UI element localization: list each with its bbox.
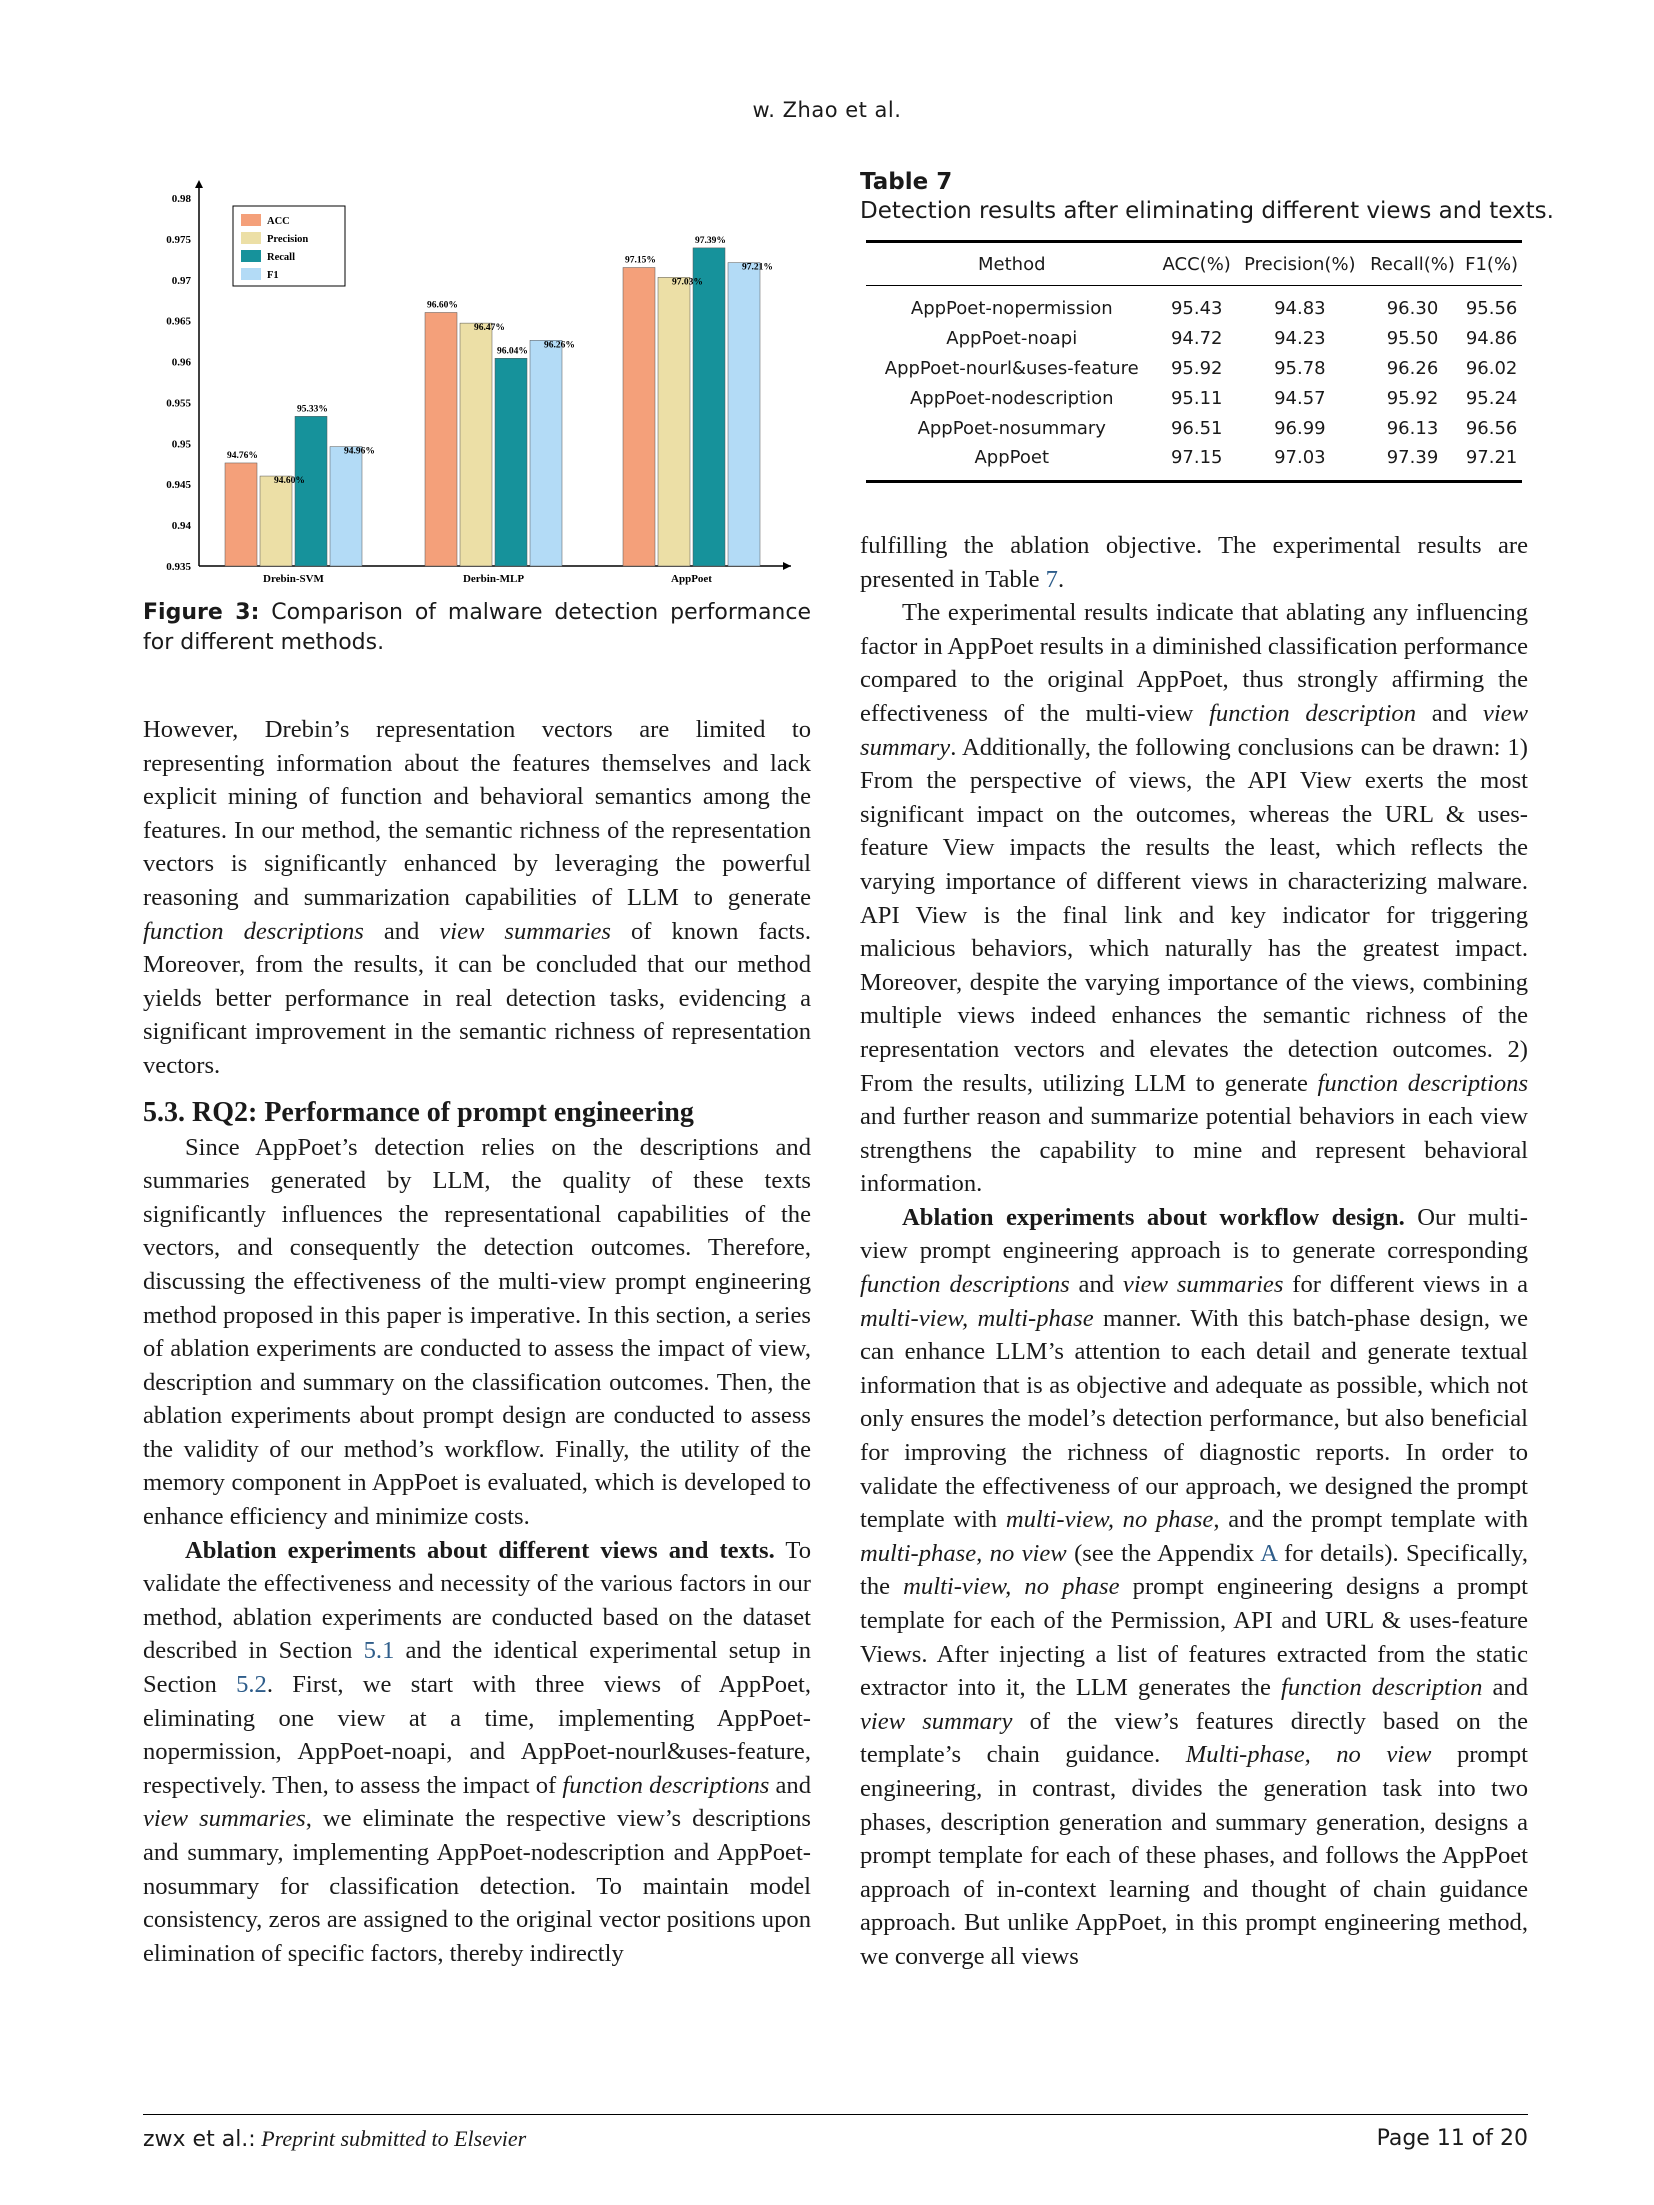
data-label: 96.60% [427, 300, 458, 311]
bar-f1-derbin-mlp [530, 340, 562, 566]
y-tick-label: 0.945 [166, 479, 191, 492]
data-label: 96.26% [544, 340, 575, 351]
table-row [866, 414, 1522, 444]
table-cell: AppPoet-noapi [946, 328, 1078, 349]
left-paragraph-2: Since AppPoet’s detection relies on the descriptions and summaries generated by LLM, the quality of these texts significantly influences the representational capabilities of the vectors, and consequently the detection outcomes. Therefore, discussing the effectiveness of the multi-view prompt engineering method proposed in this paper is imperative. In this section, a series of ablation experiments are conducted to assess the impact of view, description and summary on the classification outcomes. Then, the ablation experiments about prompt design are conducted to assess the validity of our method’s workflow. Finally, the utility of the memory component in AppPoet is evaluated, which is developed to enhance efficiency and minimize costs. [143, 1133, 811, 1531]
table-cell: 95.50 [1386, 328, 1439, 349]
table-cell: 96.02 [1465, 358, 1518, 379]
right-column [860, 529, 1528, 1974]
legend-label: ACC [267, 216, 290, 227]
table-cell: 94.83 [1274, 298, 1326, 320]
table-cell: 96.26 [1386, 358, 1439, 379]
section-heading: 5.3. RQ2: Performance of prompt engineering [143, 1096, 694, 1128]
table-cell: AppPoet-nosummary [917, 418, 1106, 439]
running-header: w. Zhao et al. [752, 98, 902, 122]
figure-caption-text: Comparison of malware detection performance for different methods. [143, 600, 811, 655]
table-row [866, 286, 1522, 324]
bar-acc-drebin-svm [225, 463, 257, 566]
table-row [866, 384, 1522, 414]
figure-caption-label: Figure 3: [143, 600, 260, 625]
table-label: Table 7 [860, 169, 953, 195]
table-title-block [860, 168, 1554, 226]
y-tick-label: 0.97 [171, 274, 191, 287]
bar-precision-derbin-mlp [460, 323, 492, 566]
table-cell: AppPoet [974, 447, 1050, 469]
table-cell: 96.51 [1170, 418, 1223, 439]
footer-divider [143, 2114, 1528, 2115]
bar-acc-derbin-mlp [425, 312, 457, 566]
right-paragraph-1: fulfilling the ablation objective. The experimental results are presented in Table 7. [860, 532, 1528, 593]
table-cell: 95.43 [1170, 298, 1223, 320]
legend-label: F1 [267, 270, 279, 281]
table-header-cell: ACC(%) [1162, 253, 1231, 275]
table-cell: 97.39 [1386, 447, 1439, 469]
data-label: 94.96% [344, 446, 375, 457]
performance-bar-chart [143, 170, 811, 590]
bar-f1-drebin-svm [330, 447, 362, 566]
y-tick-label: 0.955 [166, 397, 191, 410]
data-label: 96.47% [474, 323, 505, 334]
x-category-label: AppPoet [671, 573, 712, 585]
y-tick-label: 0.95 [171, 438, 191, 451]
table-cell: AppPoet-nopermission [910, 298, 1113, 320]
bar-acc-apppoet [623, 268, 655, 566]
table-title: Detection results after eliminating different views and texts. [860, 198, 1554, 224]
table-cell: 94.86 [1465, 328, 1518, 349]
data-label: 97.21% [742, 262, 773, 273]
legend-swatch [241, 214, 261, 226]
table-cell: 97.15 [1170, 447, 1223, 469]
data-label: 95.33% [297, 404, 328, 415]
table-cell: 97.21 [1465, 447, 1518, 469]
bar-recall-apppoet [693, 248, 725, 566]
table-cell: AppPoet-nodescription [909, 388, 1114, 409]
y-tick-label: 0.96 [171, 356, 191, 369]
table-cell: 96.30 [1386, 298, 1439, 320]
bar-precision-drebin-svm [260, 476, 292, 566]
table-cell: 95.92 [1170, 358, 1223, 379]
left-paragraph-3: Ablation experiments about different views and texts. To validate the effectiveness and necessity of the various factors in our method, ablation experiments are conducted based on the dataset described in Section 5.1 and the identical experimental setup in Section 5.2. First, we start with three views of AppPoet, eliminating one view at a time, implementing AppPoet-nopermission, AppPoet-noapi, and AppPoet-nourl&uses-feature, respectively. Then, to assess the impact of function descriptions and view summaries, we eliminate the respective view’s descriptions and summary, implementing AppPoet-nodescription and AppPoet-nosummary for classification detection. To maintain model consistency, zeros are assigned to the original vector positions upon elimination of specific factors, thereby indirectly [143, 1536, 812, 1967]
footer-left: zwx et al.: Preprint submitted to Elsevier [143, 2126, 527, 2152]
table-cell: 97.03 [1274, 447, 1326, 469]
table-cell: 94.57 [1274, 388, 1326, 409]
y-tick-label: 0.94 [171, 520, 191, 533]
data-label: 94.60% [274, 476, 305, 487]
page-number: Page 11 of 20 [1376, 2126, 1528, 2151]
section-link-5-2[interactable]: 5.2 [236, 1671, 267, 1699]
results-table [866, 240, 1522, 483]
legend-label: Recall [267, 252, 295, 263]
bar-precision-apppoet [658, 277, 690, 566]
left-paragraph-1: However, Drebin’s representation vectors are limited to representing information about the features themselves and lack explicit mining of function and behavioral semantics among the features. In our method, the semantic richness of the representation vectors is significantly enhanced by leveraging the powerful reasoning and summarization capabilities of LLM to generate function descriptions and view summaries of known facts. Moreover, from the results, it can be concluded that our method yields better performance in real detection tasks, evidencing a significant improvement in the semantic richness of representation vectors. [143, 716, 811, 1079]
legend-swatch [241, 268, 261, 280]
x-category-label: Derbin-MLP [462, 573, 525, 585]
data-label: 94.76% [227, 450, 258, 461]
table-cell: AppPoet-nourl&uses-feature [884, 358, 1139, 379]
chart-legend [233, 206, 345, 286]
x-category-label: Drebin-SVM [263, 573, 324, 585]
table-row [866, 444, 1522, 482]
left-column [143, 713, 811, 1970]
data-label: 97.39% [695, 235, 726, 246]
y-axis-arrow [195, 180, 203, 188]
table-cell: 96.13 [1386, 418, 1439, 439]
legend-label: Precision [267, 234, 309, 245]
data-label: 97.03% [672, 277, 703, 288]
data-label: 96.04% [497, 346, 528, 357]
table-header-row [866, 242, 1522, 286]
y-tick-label: 0.965 [166, 315, 191, 328]
table-cell: 95.11 [1170, 388, 1223, 409]
right-paragraph-3: Ablation experiments about workflow design. Our multi-view prompt engineering approach is to generate corresponding function descriptions and view summaries for different views in a multi-view, multi-phase manner. With this batch-phase design, we can enhance LLM’s attention to each detail and generate textual information that is as objective and adequate as possible, which not only ensures the model’s detection performance, but also beneficial for improving the richness of diagnostic reports. In order to validate the effectiveness of our approach, we designed the prompt template with multi-view, no phase, and the prompt template with multi-phase, no view (see the Appendix A for details). Specifically, the multi-view, no phase prompt engineering designs a prompt template for each of the Permission, API and URL & uses-feature Views. After injecting a list of features extracted from the static extractor into it, the LLM generates the function description and view summary of the view’s features directly based on the template’s chain guidance. Multi-phase, no view prompt engineering, in contrast, divides the generation task into two phases, description generation and summary generation, designs a prompt template for each of these phases, and follows the AppPoet approach of in-context learning and thought of chain guidance approach. But unlike AppPoet, in this prompt engineering method, we converge all views [860, 1203, 1529, 1970]
bar-recall-derbin-mlp [495, 358, 527, 566]
table-cell: 95.78 [1274, 358, 1326, 379]
table-header-cell: Precision(%) [1244, 253, 1356, 275]
appendix-link-a[interactable]: A [1260, 1539, 1277, 1567]
right-paragraph-2: The experimental results indicate that ablating any influencing factor in AppPoet results in a diminished classification performance compared to the original AppPoet, thus strongly affirming the effectiveness of the multi-view function description and view summary. Additionally, the following conclusions can be drawn: 1) From the perspective of views, the API View exerts the most significant impact on the outcomes, whereas the URL & uses-feature View impacts the results the least, which reflects the varying importance of different views in characterizing malware. API View is the final link and key indicator for triggering malicious behaviors, which naturally has the greatest impact. Moreover, despite the varying importance of the views, combining multiple views indeed enhances the semantic richness of the representation vectors and elevates the detection outcomes. 2) From the results, utilizing LLM to generate function descriptions and further reason and summarize potential behaviors in each view strengthens the capability to mine and represent behavioral information. [860, 599, 1529, 1198]
table-cell: 96.99 [1274, 418, 1326, 439]
table-header-cell: F1(%) [1465, 253, 1519, 275]
y-tick-label: 0.975 [166, 233, 191, 246]
table-cell: 95.92 [1386, 388, 1439, 409]
table-cell: 95.24 [1465, 388, 1518, 409]
figure-caption [143, 598, 811, 658]
bar-recall-drebin-svm [295, 416, 327, 566]
table-link-7[interactable]: 7 [1045, 565, 1058, 593]
y-tick-label: 0.935 [166, 561, 191, 573]
data-label: 97.15% [625, 255, 656, 266]
y-tick-label: 0.98 [171, 193, 191, 205]
x-axis-arrow [783, 562, 791, 570]
table-header-cell: Recall(%) [1370, 253, 1455, 275]
table-cell: 95.56 [1465, 298, 1518, 320]
legend-swatch [241, 250, 261, 262]
table-cell: 96.56 [1465, 418, 1518, 439]
table-row [866, 324, 1522, 354]
table-header-cell: Method [978, 253, 1046, 275]
legend-swatch [241, 232, 261, 244]
bar-f1-apppoet [728, 263, 760, 566]
section-link-5-1[interactable]: 5.1 [363, 1637, 395, 1665]
table-row [866, 354, 1522, 384]
table-cell: 94.23 [1274, 328, 1326, 349]
table-cell: 94.72 [1170, 328, 1223, 349]
